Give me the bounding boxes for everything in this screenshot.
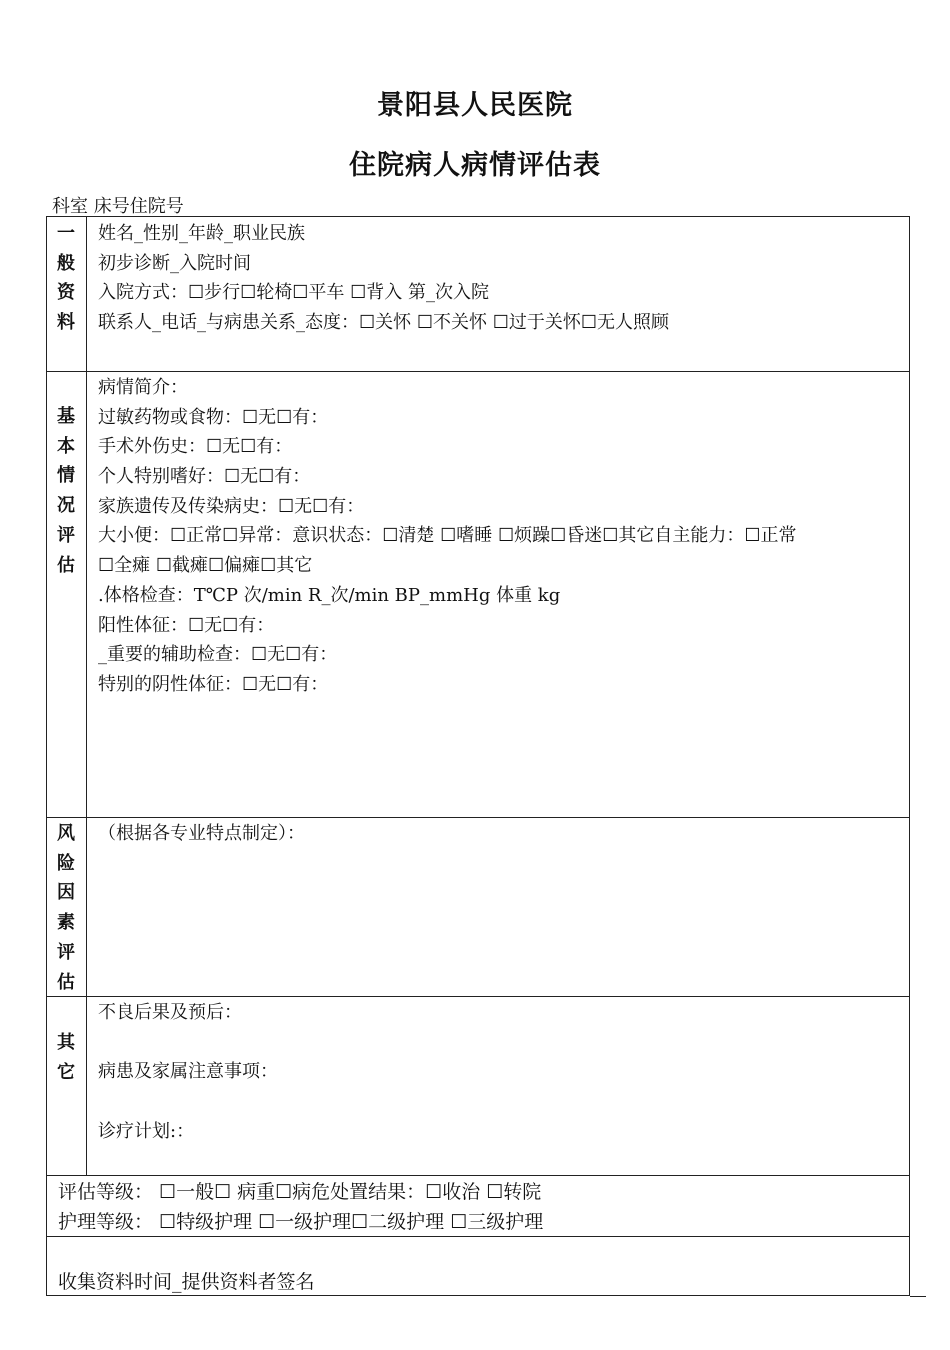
physical-exam-line: .体格检查：T℃P 次/min R_次/min BP_mmHg 体重 kg	[98, 584, 561, 606]
signature-line: 收集资料时间_提供资料者签名	[58, 1271, 315, 1293]
section-label-basic: 基 本 情 况 评 估	[57, 406, 75, 576]
contact-attitude-line: 联系人_电话_与病患关系_态度：☐关怀 ☐不关怀 ☐过于关怀☐无人照顾	[98, 312, 669, 334]
divider-other-grades	[46, 1175, 910, 1176]
divider-general-basic	[46, 371, 910, 372]
family-notes-line: 病患及家属注意事项：	[98, 1061, 278, 1083]
section-risk-content	[98, 819, 906, 849]
name-gender-age-line: 姓名_性别_年龄_职业民族	[98, 223, 305, 244]
divider-basic-risk	[46, 817, 910, 818]
treatment-plan-line: 诊疗计划:：	[98, 1120, 195, 1142]
form-title: 住院病人病情评估表	[349, 150, 601, 181]
paralysis-line: ☐全瘫 ☐截瘫☐偏瘫☐其它	[98, 555, 313, 577]
condition-summary-line: 病情简介：	[98, 377, 188, 398]
family-history-line: 家族遗传及传染病史：☐无☐有：	[98, 495, 365, 517]
allergy-line: 过敏药物或食物：☐无☐有：	[98, 406, 329, 428]
nursing-grade-line: 护理等级： ☐特级护理 ☐一级护理☐二级护理 ☐三级护理	[58, 1210, 544, 1233]
surgery-history-line: 手术外伤史：☐无☐有：	[98, 436, 293, 458]
negative-signs-line: 特别的阴性体征：☐无☐有：	[98, 673, 329, 695]
admission-mode-line: 入院方式：☐步行☐轮椅☐平车 ☐背入 第_次入院	[98, 282, 489, 304]
divider-risk-other	[46, 996, 910, 997]
auxiliary-exam-line: _重要的辅助检查：☐无☐有：	[98, 644, 338, 666]
label-column-divider	[86, 216, 87, 1175]
diagnosis-admission-line: 初步诊断_入院时间	[98, 252, 251, 274]
excretion-consciousness-line: 大小便：☐正常☐异常：意识状态：☐清楚 ☐嗜睡 ☐烦躁☐昏迷☐其它自主能力：☐正常	[98, 525, 797, 547]
personal-habits-line: 个人特别嗜好：☐无☐有：	[98, 466, 311, 488]
grades-block	[58, 1178, 898, 1237]
section-label-other: 其 它	[57, 1032, 75, 1083]
section-other-content	[98, 998, 906, 1146]
department-bed-admission-line: 科室 床号住院号	[52, 196, 184, 217]
section-label-general: 一 般 资 料	[57, 223, 75, 334]
hospital-name: 景阳县人民医院	[377, 90, 573, 121]
positive-signs-line: 阳性体征：☐无☐有：	[98, 614, 275, 636]
section-basic-content	[98, 373, 906, 700]
section-label-risk: 风 险 因 素 评 估	[57, 823, 75, 993]
risk-instruction-line: （根据各专业特点制定）：	[98, 823, 305, 844]
section-general-content	[98, 219, 906, 338]
table-tail-line	[910, 1296, 926, 1297]
prognosis-line: 不良后果及预后：	[98, 1002, 242, 1023]
assessment-grade-line: 评估等级： ☐一般☐ 病重☐病危处置结果：☐收治 ☐转院	[58, 1181, 542, 1203]
